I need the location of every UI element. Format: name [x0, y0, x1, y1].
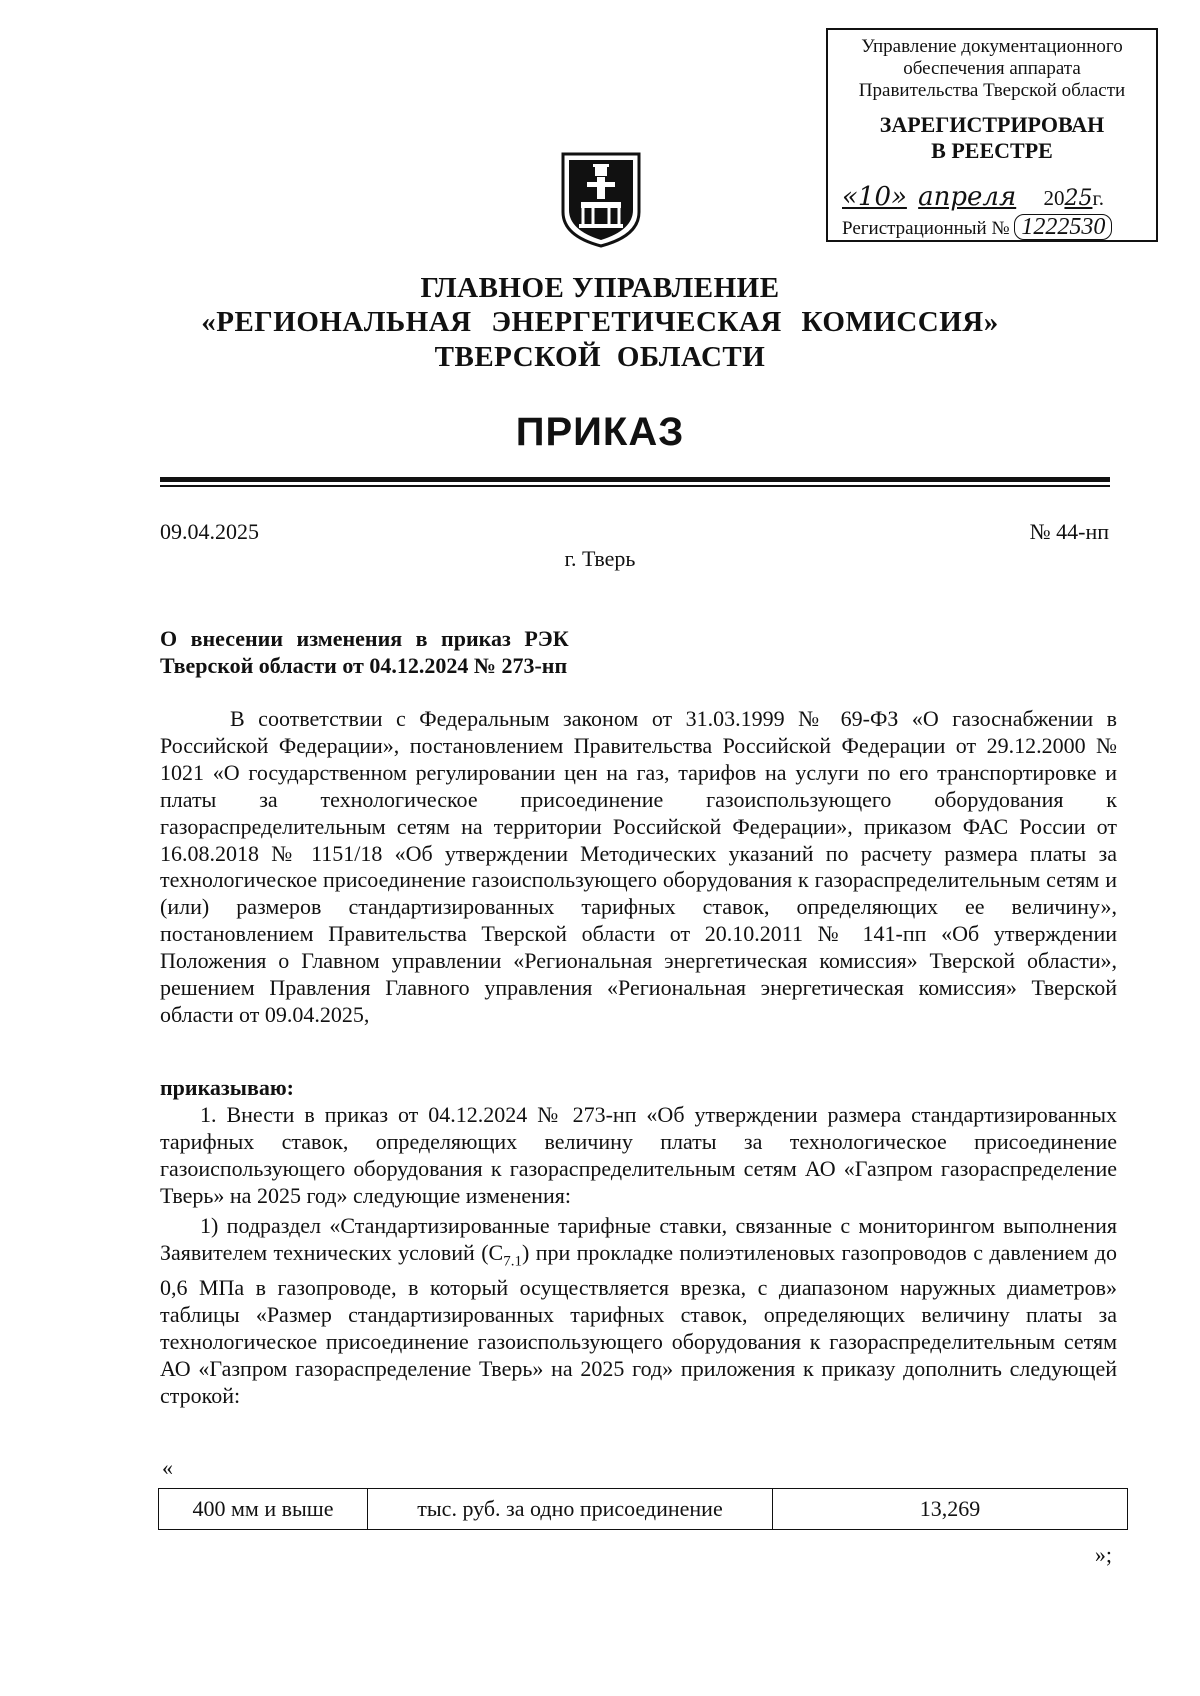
document-subject	[160, 625, 569, 679]
document-city: г. Тверь	[564, 546, 636, 571]
stamp-date-year-suffix: 25	[1064, 186, 1093, 211]
coat-of-arms-icon	[559, 152, 643, 248]
subject-line2: Тверской области от 04.12.2024 № 273-нп	[160, 653, 568, 678]
stamp-status-line2: В РЕЕСТРЕ	[931, 138, 1053, 163]
header-rule-thin	[160, 485, 1110, 487]
stamp-date	[842, 182, 1152, 212]
item-1-1-text-start: 1) подраздел «Стандартизированные тарифные ставки, связанные с мониторингом выполнения Заявителем технических условий (C	[160, 1213, 1117, 1265]
stamp-date-year-unit: г.	[1092, 186, 1104, 210]
command-word: приказываю:	[160, 1075, 294, 1100]
stamp-reg-number	[842, 214, 1152, 240]
table-cell-unit: тыс. руб. за одно присоединение	[368, 1489, 773, 1530]
stamp-org-line2: обеспечения аппарата	[903, 58, 1081, 79]
stamp-reg-label: Регистрационный №	[842, 218, 1010, 239]
item-1-1-paragraph	[160, 1213, 1117, 1410]
tariff-table	[158, 1488, 1128, 1530]
document-number: № 44-нп	[1029, 519, 1109, 544]
stamp-status	[828, 112, 1156, 164]
quote-open-mark: «	[162, 1455, 173, 1480]
stamp-date-month: апреля	[918, 182, 1017, 212]
stamp-date-day: «10»	[842, 182, 907, 212]
subject-line1: О внесении изменения в приказ РЭК	[160, 626, 569, 651]
stamp-reg-value: 1222530	[1014, 214, 1112, 240]
header-rule-thick	[160, 477, 1110, 482]
stamp-date-year-prefix: 20	[1043, 186, 1065, 210]
quote-close-mark: »;	[1094, 1542, 1112, 1567]
table-row	[159, 1489, 1128, 1530]
item-1-1-subscript: 7.1	[503, 1253, 522, 1270]
agency-title-line3: ТВЕРСКОЙ ОБЛАСТИ	[434, 341, 766, 373]
stamp-org-line3: Правительства Тверской области	[858, 80, 1126, 101]
registration-stamp	[826, 28, 1158, 242]
document-date: 09.04.2025	[160, 519, 259, 544]
table-cell-diameter: 400 мм и выше	[159, 1489, 368, 1530]
item-1-1-text-end: ) при прокладке полиэтиленовых газопроводов с давлением до 0,6 МПа в газопроводе, в который осуществляется врезка, с диапазоном наружных диаметров» таблицы «Размер стандартизированных тарифных ставок, определяющих величину платы за технологическое присоединение газоиспользующего оборудования к газораспределительным сетям АО «Газпром газораспределение Тверь» на 2025 год» приложения к приказу дополнить следующей строкой:	[160, 1239, 1117, 1408]
agency-title-line1: ГЛАВНОЕ УПРАВЛЕНИЕ	[420, 272, 780, 304]
preamble-paragraph: В соответствии с Федеральным законом от 31.03.1999 № 69-ФЗ «О газоснабжении в Российской Федерации», постановлением Правительства Российской Федерации от 29.12.2000 № 1021 «О государственном регулировании цен на газ, тарифов на услуги по его транспортировке и платы за технологическое присоединение газоиспользующего оборудования к газораспределительным сетям на территории Российской Федерации», приказом ФАС России от 16.08.2018 № 1151/18 «Об утверждении Методических указаний по расчету размера платы за технологическое присоединение газоиспользующего оборудования к газораспределительным сетям и (или) размеров стандартизированных тарифных ставок, определяющих ее величину», постановлением Правительства Тверской области от 20.10.2011 № 141-пп «Об утверждении Положения о Главном управлении «Региональная энергетическая комиссия» Тверской области», решением Правления Главного управления «Региональная энергетическая комиссия» Тверской области от 09.04.2025,	[160, 706, 1117, 1027]
stamp-org	[828, 36, 1156, 102]
table-cell-value: 13,269	[773, 1489, 1128, 1530]
item-1-paragraph: 1. Внести в приказ от 04.12.2024 № 273-нп «Об утверждении размера стандартизированных тарифных ставок, определяющих величину платы за технологическое присоединение газоиспользующего оборудования к газораспределительным сетям АО «Газпром газораспределение Тверь» на 2025 год» следующие изменения:	[160, 1102, 1117, 1208]
document-type: ПРИКАЗ	[515, 410, 685, 454]
stamp-org-line1: Управление документационного	[861, 36, 1123, 57]
agency-title-line2: «РЕГИОНАЛЬНАЯ ЭНЕРГЕТИЧЕСКАЯ КОМИССИЯ»	[201, 306, 999, 338]
stamp-status-line1: ЗАРЕГИСТРИРОВАН	[879, 112, 1105, 137]
